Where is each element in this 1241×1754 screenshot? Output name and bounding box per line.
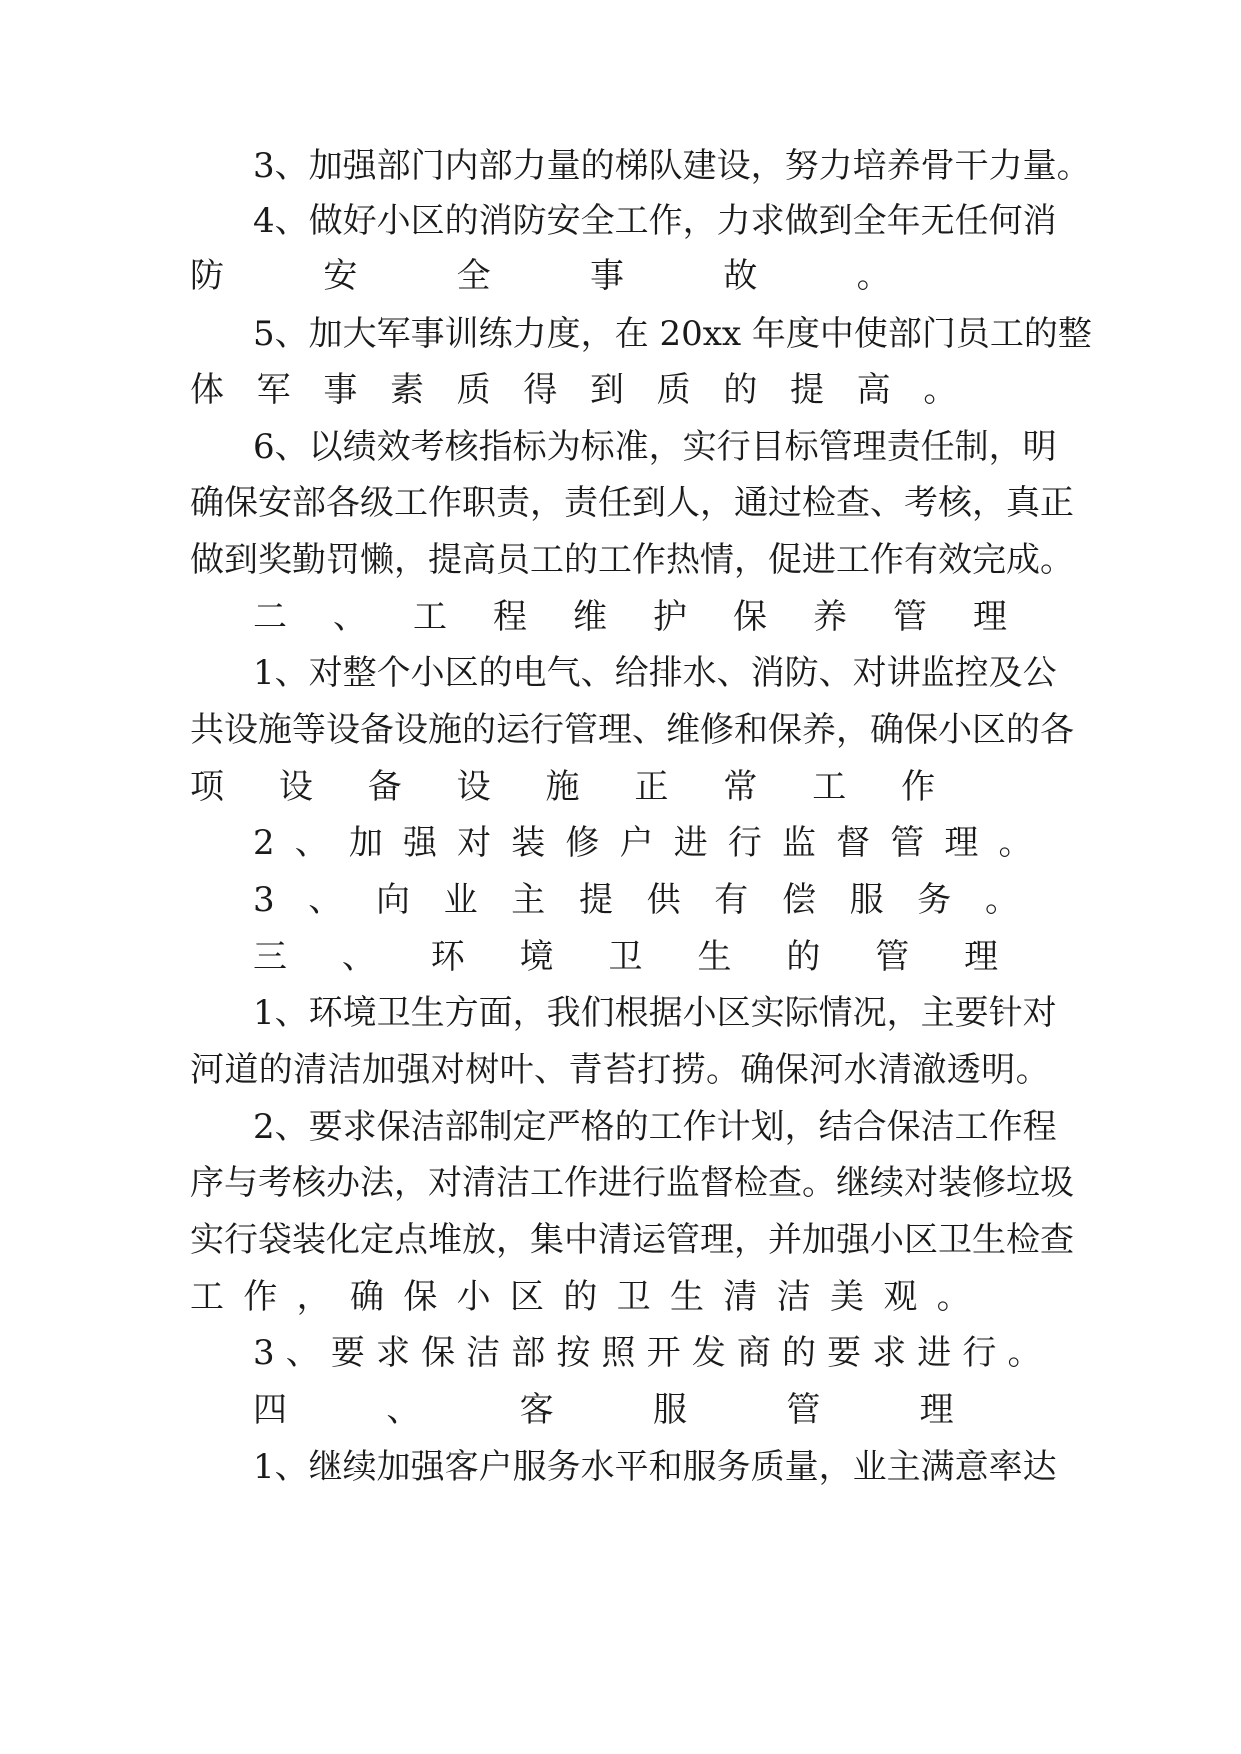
paragraph-line: 1、环境卫生方面，我们根据小区实际情况，主要针对 (253, 993, 1057, 1033)
paragraph-line: 河道的清洁加强对树叶、青苔打捞。确保河水清澈透明。 (190, 1050, 1050, 1090)
paragraph-line: 实行袋装化定点堆放，集中清运管理，并加强小区卫生检查 (190, 1220, 1074, 1260)
section-heading: 四、客服管理 (253, 1390, 1053, 1430)
section-heading: 二、工程维护保养管理 (253, 597, 1053, 637)
paragraph-line: 3、加强部门内部力量的梯队建设，努力培养骨干力量。 (253, 146, 1091, 186)
paragraph-line: 6、以绩效考核指标为标准，实行目标管理责任制，明 (253, 427, 1057, 467)
paragraph-line: 1、对整个小区的电气、给排水、消防、对讲监控及公 (253, 653, 1057, 693)
paragraph-line: 4、做好小区的消防安全工作，力求做到全年无任何消 (253, 201, 1057, 241)
paragraph-line: 确保安部各级工作职责，责任到人，通过检查、考核，真正 (190, 483, 1074, 523)
paragraph-line: 体军事素质得到质的提高。 (190, 370, 990, 410)
paragraph-line: 工作，确保小区的卫生清洁美观。 (190, 1277, 990, 1317)
paragraph-line: 共设施等设备设施的运行管理、维修和保养，确保小区的各 (190, 710, 1074, 750)
paragraph-line: 3、向业主提供有偿服务。 (253, 880, 1053, 920)
paragraph-line: 1、继续加强客户服务水平和服务质量，业主满意率达 (253, 1447, 1057, 1487)
paragraph-line: 项设备设施正常工作 (190, 767, 990, 807)
paragraph-line: 做到奖勤罚懒，提高员工的工作热情，促进工作有效完成。 (190, 540, 1074, 580)
paragraph-line: 2、加强对装修户进行监督管理。 (253, 823, 1053, 863)
paragraph-line: 序与考核办法，对清洁工作进行监督检查。继续对装修垃圾 (190, 1163, 1074, 1203)
paragraph-line: 3、要求保洁部按照开发商的要求进行。 (253, 1333, 1053, 1373)
section-heading: 三、环境卫生的管理 (253, 937, 1053, 977)
paragraph-line: 2、要求保洁部制定严格的工作计划，结合保洁工作程 (253, 1107, 1057, 1147)
paragraph-line: 5、加大军事训练力度，在 20xx 年度中使部门员工的整 (253, 314, 1092, 354)
paragraph-line: 防安全事故。 (190, 256, 990, 296)
